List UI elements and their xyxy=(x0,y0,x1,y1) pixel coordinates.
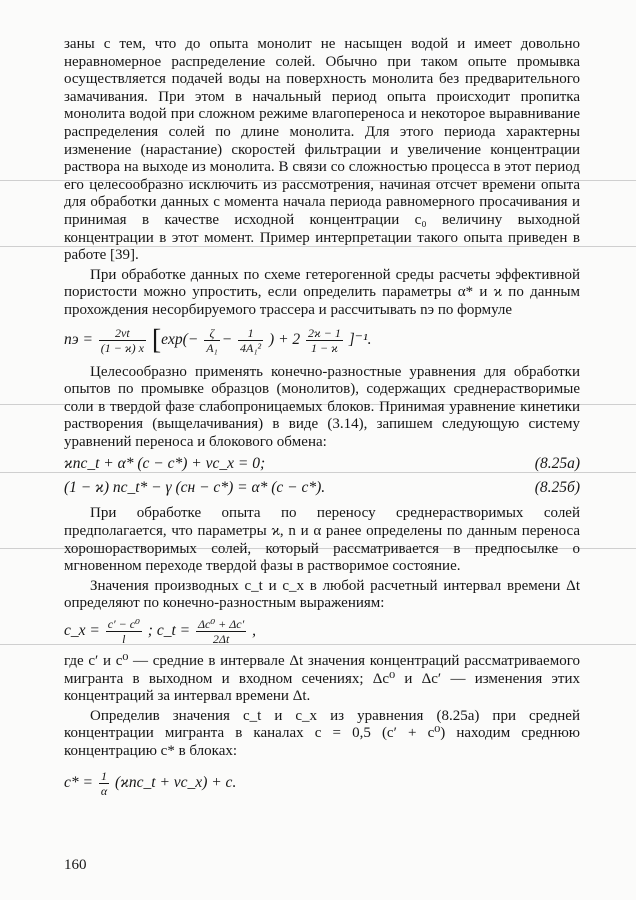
page-body xyxy=(64,36,580,803)
equation-8-25a: ϰnc_t + α* (c − c*) + vc_x = 0; (8.25а) xyxy=(64,455,580,473)
paragraph-5: Значения производных c_t и c_x в любой расчетный интервал времени Δt определяют по конечно-разностным выражениям: xyxy=(64,577,580,612)
page-number: 160 xyxy=(64,857,87,873)
equation-8-25b: (1 − ϰ) nc_t* − γ (cн − c*) = α* (c − c*). (8.25б) xyxy=(64,479,580,497)
equation-block-concentration: c* = $\frac{1}{\alpha}$ (ϰnc_t + vc_x) + c. xyxy=(64,768,237,798)
paragraph-4: При обработке опыта по переносу среднерастворимых солей предполагается, что параметры ϰ, n и α ранее определены по данным переноса хорошорастворимых солей, который рассматривается в предпосылке о мгновенном переходе твердой фазы в растворимое состояние. xyxy=(64,505,580,575)
paragraph-1: заны с тем, что до опыта монолит не насыщен водой и имеет довольно неравномерное распределение солей. Обычно при таком опыте промывка осуществляется подачей воды на поверхность монолита без предварительного замачивания. При этом в начальный период опыта происходит пропитка монолита водой при сложном режиме влагопереноса и некоторое выравнивание распределения солей по длине монолита. Для этого периода характерны изменение (нарастание) скоростей фильтрации и увеличение концентрации раствора на выходе из монолита. В связи со сложностью процесса в этот период его целесообразно исключить из рассмотрения, начиная отсчет времени опыта для обработки данных с момента начала периода равномерного просачивания и принимая в качестве исходной концентрации c₀ величину выходной концентрации в этот момент. Пример интерпретации такого опыта приведен в работе [39]. xyxy=(64,36,580,264)
paragraph-2: При обработке данных по схеме гетерогенной среды расчеты эффективной пористости можно упростить, если определить параметры α* и ϰ по данным прохождения несорбируемого трассера и рассчитывать nэ по формуле xyxy=(64,266,580,318)
equation-finite-differences: c_x = $\frac{\text{c′ − c⁰}}{l}$ ; c_t = $\frac{\text{Δc⁰ + Δc′}}{2\Delta t}$ , xyxy=(64,617,256,647)
equation-effective-porosity: nэ = $\frac{2vt}{(1 - ϰ) x}$ [exp(− $\frac{\zeta}{\text{A₁}}$ − $\frac{1}{\text{4A₁²}}$ ) + 2 $\frac{2ϰ - 1}{1 - ϰ}$ ]⁻¹. xyxy=(64,324,372,355)
paragraph-7: Определив значения c_t и c_x из уравнения (8.25а) при средней концентрации мигранта в каналах c = 0,5 (c′ + c⁰) находим среднюю концентрацию c* в блоках: xyxy=(64,707,580,759)
paragraph-3: Целесообразно применять конечно-разностные уравнения для обработки опытов по промывке образцов (монолитов), содержащих среднерастворимые соли в твердой фазе слабопроницаемых блоков. Принимая уравнение кинетики растворения (выщелачивания) в виде (3.14), запишем следующую систему уравнений переноса и блокового обмена: xyxy=(64,363,580,450)
paragraph-6: где c′ и c⁰ — средние в интервале Δt значения концентраций рассматриваемого мигранта в выходном и входном сечениях; Δc⁰ и Δc′ — изменения этих концентраций за интервал времени Δt. xyxy=(64,653,580,705)
